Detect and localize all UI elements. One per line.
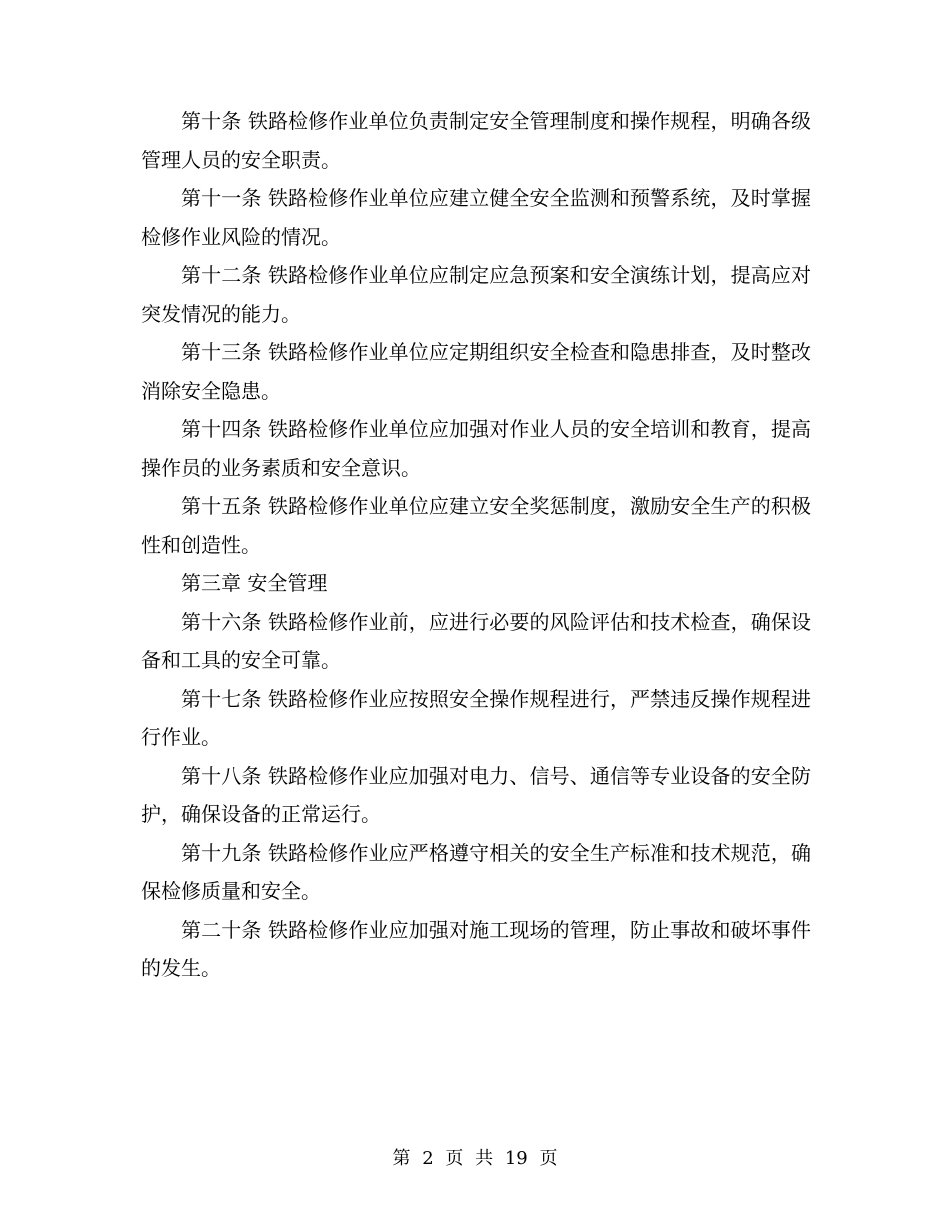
article-15: 第十五条 铁路检修作业单位应建立安全奖惩制度，激励安全生产的积极性和创造性。 — [141, 494, 811, 557]
article-11: 第十一条 铁路检修作业单位应建立健全安全监测和预警系统，及时掌握检修作业风险的情况。 — [141, 186, 811, 249]
article-17: 第十七条 铁路检修作业应按照安全操作规程进行，严禁违反操作规程进行作业。 — [141, 686, 811, 749]
article-10: 第十条 铁路检修作业单位负责制定安全管理制度和操作规程，明确各级管理人员的安全职责。 — [141, 109, 811, 172]
article-19: 第十九条 铁路检修作业应严格遵守相关的安全生产标准和技术规范，确保检修质量和安全。 — [141, 840, 811, 903]
article-16: 第十六条 铁路检修作业前，应进行必要的风险评估和技术检查，确保设备和工具的安全可靠。 — [141, 609, 811, 672]
chapter-heading: 第三章 安全管理 — [181, 571, 328, 595]
page-number-footer: 第 2 页 共 19 页 — [392, 1148, 558, 1169]
article-12: 第十二条 铁路检修作业单位应制定应急预案和安全演练计划，提高应对突发情况的能力。 — [141, 263, 811, 326]
document-body — [141, 102, 811, 988]
article-18: 第十八条 铁路检修作业应加强对电力、信号、通信等专业设备的安全防护，确保设备的正常运行。 — [141, 763, 811, 826]
article-13: 第十三条 铁路检修作业单位应定期组织安全检查和隐患排查，及时整改消除安全隐患。 — [141, 340, 811, 403]
article-20: 第二十条 铁路检修作业应加强对施工现场的管理，防止事故和破坏事件的发生。 — [141, 917, 811, 980]
article-14: 第十四条 铁路检修作业单位应加强对作业人员的安全培训和教育，提高操作员的业务素质和安全意识。 — [141, 417, 811, 480]
